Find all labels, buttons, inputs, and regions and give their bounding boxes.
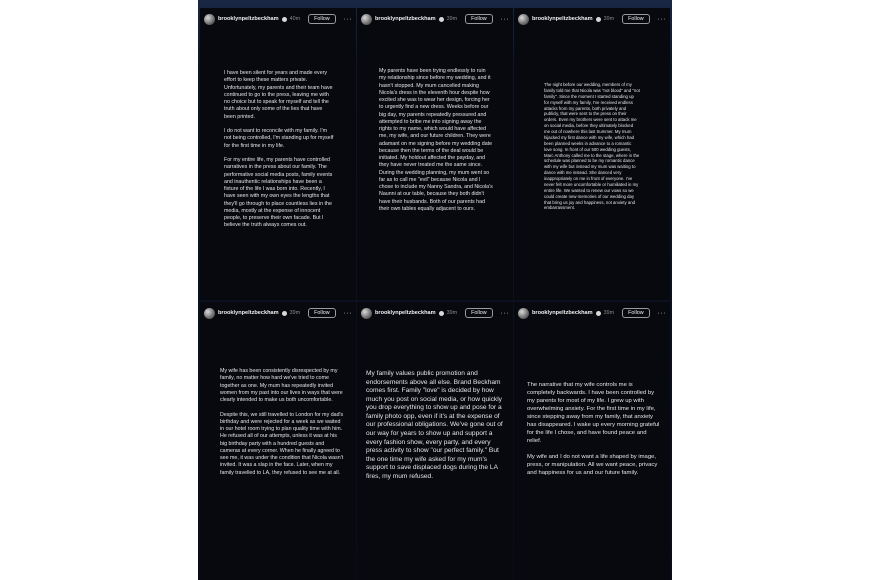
verified-badge-icon [282,17,287,22]
post-time: 39m [289,310,301,316]
username[interactable]: brooklynpeltzbeckham [375,16,436,22]
more-options-icon[interactable]: ··· [500,309,509,317]
story-panel [514,8,670,300]
story-header [357,302,513,324]
post-time: 40m [289,16,301,22]
avatar[interactable] [361,14,372,25]
more-options-icon[interactable]: ··· [657,15,666,23]
verified-badge-icon [439,17,444,22]
verified-badge-icon [596,17,601,22]
more-options-icon[interactable]: ··· [657,309,666,317]
story-header [357,8,513,30]
story-header [514,302,670,324]
username[interactable]: brooklynpeltzbeckham [532,16,593,22]
story-text: I have been silent for years and made every effort to keep these matters private. Unfortunately, my parents and their team have continued to go to the press, leaving me with no choice but to speak for myself and tell the truth about only some of the lies that have been printed. I do not want to reconcile with my family. I'm not being controlled, I'm standing up for myself for the first time in my life. For my entire life, my parents have controlled narratives in the press about our family. The performative social media posts, family events and inauthentic relationships have been a fixture of the life I was born into. Recently, I have seen with my own eyes the lengths that they'll go through to place countless lies in the media, mostly at the expense of innocent people, to preserve their own facade. But I believe the truth always comes out. [224,70,334,229]
follow-button[interactable]: Follow [465,14,493,24]
follow-button[interactable]: Follow [308,14,336,24]
story-panel [200,8,356,300]
username[interactable]: brooklynpeltzbeckham [532,310,593,316]
story-collage [198,0,672,580]
story-header [514,8,670,30]
story-text: My family values public promotion and endorsements above all else. Brand Beckham comes first. Family "love" is decided by how much you post on social media, or how quickly you drop everything to show up and pose for a family photo opp, even if it's at the expense of our professional obligations. We've gone out of our way for years to show up and support a every fashion show, every party, and every press activity to show "our perfect family." But the one time my wife asked for my mum's support to save displaced dogs during the LA fires, my mum refused. [366,370,503,480]
more-options-icon[interactable]: ··· [343,15,352,23]
verified-badge-icon [439,311,444,316]
story-header [200,8,356,30]
story-text: The narrative that my wife controls me is completely backwards. I have been controlled by my parents for most of my life. I grew up with overwhelming anxiety. For the first time in my life, since stepping away from my family, that anxiety has disappeared. I wake up every morning grateful for the life I chose, and have found peace and relief. My wife and I do not want a life shaped by image, press, or manipulation. All we want peace, privacy and happiness for us and our future family. [527,382,660,476]
follow-button[interactable]: Follow [308,308,336,318]
follow-button[interactable]: Follow [622,308,650,318]
post-time: 39m [446,310,458,316]
story-panel [514,302,670,580]
username[interactable]: brooklynpeltzbeckham [375,310,436,316]
post-time: 39m [603,310,615,316]
verified-badge-icon [282,311,287,316]
story-panel [357,8,513,300]
username[interactable]: brooklynpeltzbeckham [218,310,279,316]
verified-badge-icon [596,311,601,316]
story-header [200,302,356,324]
story-panel [357,302,513,580]
avatar[interactable] [518,308,529,319]
username[interactable]: brooklynpeltzbeckham [218,16,279,22]
story-panel [200,302,356,580]
more-options-icon[interactable]: ··· [343,309,352,317]
avatar[interactable] [518,14,529,25]
avatar[interactable] [361,308,372,319]
more-options-icon[interactable]: ··· [500,15,509,23]
avatar[interactable] [204,14,215,25]
story-text: The night before our wedding, members of my family told me that Nicola was "not blood" and "not family". Since the moment I started standing up for myself with my family, I've received endless attacks from my parents, both privately and publicly, that were sent to the press on their orders. Even my brothers were sent to attack me on social media, before they ultimately blocked me out of nowhere this last Summer. My mum hijacked my first dance with my wife, which had been planned weeks in advance to a romantic love song. In front of our 500 wedding guests, Marc Anthony called me to the stage, where in the schedule was planned to be my romantic dance with my wife but instead my mum was waiting to dance with me instead. She danced very inappropriately on me in front of everyone. I've never felt more uncomfortable or humiliated in my entire life. We wanted to renew our vows so we could create new memories of our wedding day that bring us joy and happiness, not anxiety and embarrassment. [544,82,640,211]
follow-button[interactable]: Follow [465,308,493,318]
post-time: 39m [446,16,458,22]
follow-button[interactable]: Follow [622,14,650,24]
avatar[interactable] [204,308,215,319]
post-time: 39m [603,16,615,22]
story-text: My wife has been consistently disrespected by my family, no matter how hard we've tried to come together as one. My mum has repeatedly invited women from my past into our lives in ways that were clearly intended to make us both uncomfortable. Despite this, we still travelled to London for my dad's birthday and were rejected for a week as we waited in our hotel room trying to plan quality time with him. He refused all of our attempts, unless it was at his big birthday party with a hundred guests and cameras at every corner. When he finally agreed to see me, it was under the condition that Nicola wasn't invited. It was a slap in the face. Later, when my family travelled to LA, they refused to see me at all. [220,368,344,476]
story-text: My parents have been trying endlessly to ruin my relationship since before my wedding, and it hasn't stopped. My mum cancelled making Nicola's dress in the eleventh hour despite how excited she was to wear her design, forcing her to urgently find a new dress. Weeks before our big day, my parents repeatedly pressured and attempted to bribe me into signing away the rights to my name, which would have affected me, my wife, and our future children. They were adamant on me signing before my wedding date because then the terms of the deal would be initiated. My holdout affected the payday, and they have never treated me the same since. During the wedding planning, my mum went so far as to call me "evil" because Nicola and I chose to include my Nanny Sandra, and Nicola's Naunni at our table, because they both didn't have their husbands. Both of our parents had their own tables equally adjacent to ours. [379,68,493,212]
